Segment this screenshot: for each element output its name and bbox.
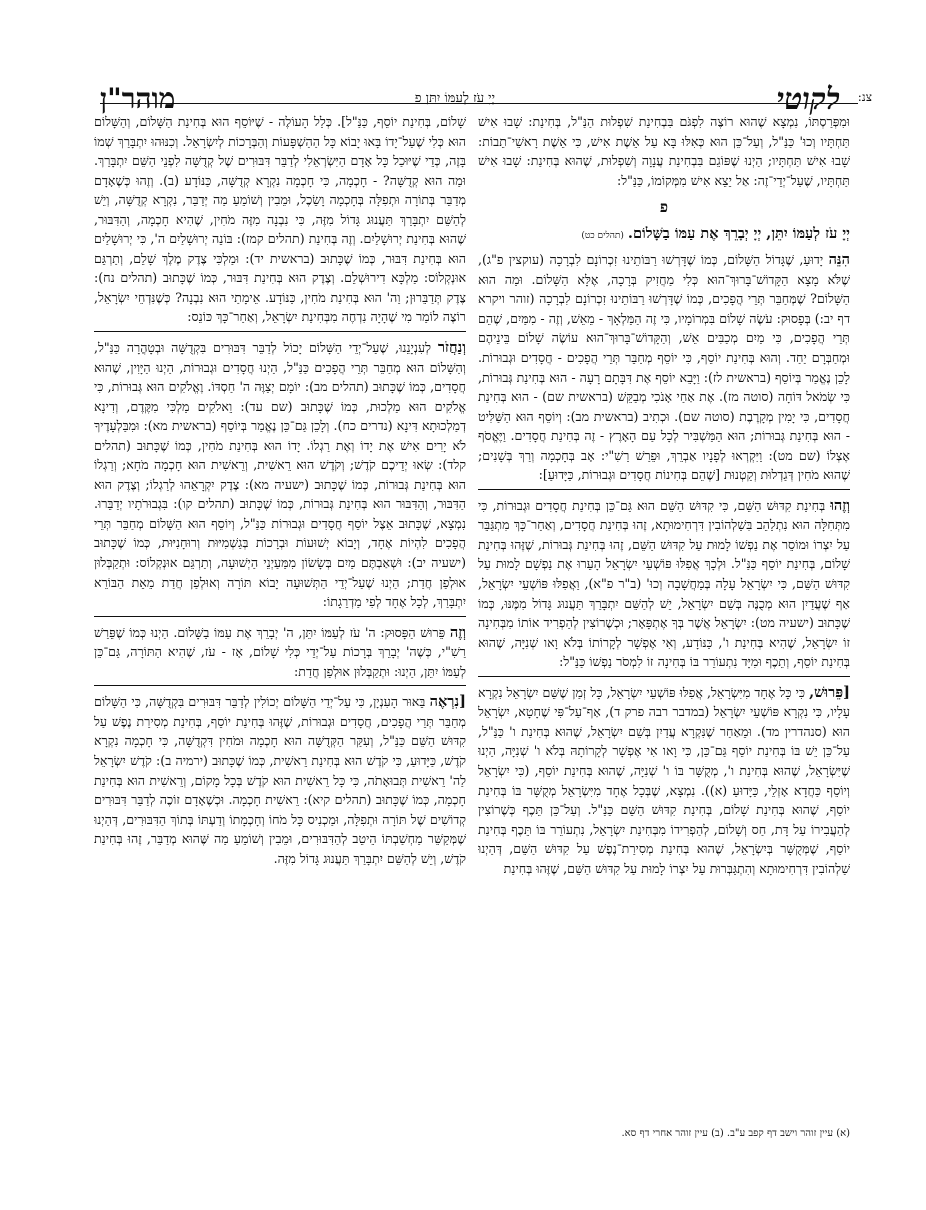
book-title-left: מוהר"ן	[100, 82, 176, 115]
lead-word: [נִרְאֶה	[429, 693, 466, 711]
section-divider	[94, 616, 466, 617]
section-divider	[94, 685, 466, 686]
verse-heading	[478, 224, 850, 247]
paragraph	[94, 692, 466, 868]
verse-reference: (תהלים כט)	[581, 230, 624, 241]
paragraph	[478, 683, 850, 878]
footnote: (א) עיין זוהר וישב דף קפב ע"ב. (ב) עיין זוהר אחרי דף סא.	[621, 1128, 850, 1139]
page-header	[60, 52, 880, 117]
paragraph	[478, 250, 850, 485]
book-title-right: לקוטי	[776, 82, 840, 117]
paragraph	[94, 338, 466, 612]
paragraph: שָׁלוֹם, בְּחִינַת יוֹסֵף, כַּנַּ"ל]. כְּלַל הָעוֹלֶה - שֶׁיּוֹסֵף הוּא בְּחִינַת הַשָּׁלוֹם, וְהַשָּׁלוֹם הוּא כְּלִי שֶׁעַל־יָדוֹ בָּאוּ יָבוֹא כָּל הַהַשְׁפָּעוֹת וְהַבְּרָכוֹת לְיִשְׂרָאֵל. וְכִנּוּהוּ יִתְבָּרַךְ שְׁמוֹ בָּזֶה, כְּדֵי שֶׁיּוּכַל כָּל אָדָם הַיִּשְׂרְאֵלִי לְדַבֵּר דִּבּוּרִים שֶׁל קְדֻשָּׁה לִפְנֵי הַשֵּׁם יִתְבָּרַךְ. וּמַה הוּא קְדֻשָּׁה? - חָכְמָה, כִּי חָכְמָה נִקְרָא קְדֻשָּׁה, כַּנּוֹדָע (ב). וְזֶהוּ כְּשֶׁאָדָם מְדַבֵּר בְּתוֹרָה וּתְפִלָּה בְּחָכְמָה וָשֵׂכֶל, וּמֵבִין וְשׁוֹמֵעַ מַה יְּדַבֵּר, נִקְרָא קְדֻשָּׁה, וְיֵשׁ לְהַשֵּׁם יִתְבָּרַךְ תַּעֲנוּג גָּדוֹל מִזֶּה, כִּי נִבְנָה מִזֶּה מֹחִין, שֶׁהִיא חָכְמָה, וְהַדִּבּוּר, שֶׁהוּא בְּחִינַת יְרוּשָׁלַיִם. וְזֶה בְּחִינַת (תהלים קמז): בּוֹנֵה יְרוּשָׁלַיִם ה', כִּי יְרוּשָׁלַיִם הוּא בְּחִינַת דִּבּוּר, כְּמוֹ שֶׁכָּתוּב (בראשית יד): וּמַלְכִּי צֶדֶק מֶלֶךְ שָׁלֵם, וְתַרְגֵּם אוּנְקְלוֹס: מַלְכָּא דִירוּשְׁלֵם. וְצֶדֶק הוּא בְּחִינַת דִּבּוּר, כְּמוֹ שֶׁכָּתוּב (תהלים נח): צֶדֶק תְּדַבֵּרוּן; וַה' הוּא בְּחִינַת מֹחִין, כַּנּוֹדָע. אֵימָתַי הוּא נִבְנָה? כְּשֶׁנִּדְחֵי יִשְׂרָאֵל, רוֹצֶה לוֹמַר מִי שֶׁהָיָה נִדְחֶה מִבְּחִינַת יִשְׂרָאֵל, וְאַחַר־כָּךְ כּוֹנֵס:	[94, 114, 466, 325]
paragraph-body: בְּחִינַת קִדּוּשׁ הַשֵּׁם, כִּי קִדּוּשׁ הַשֵּׁם הוּא גַּם־כֵּן בְּחִינַת חֲסָדִים וּגְבוּרוֹת, כִּי מִתְּחִלָּה הוּא נִתְלַהֵב בִּשַׁלְהוֹבִין דִּרְחִימוּתָא, זֶהוּ בְּחִינַת חֲסָדִים, וְאַחַר־כָּךְ מִתְגַּבֵּר עַל יִצְרוֹ וּמוֹסֵר אֶת נַפְשׁוֹ לָמוּת עַל קִדּוּשׁ הַשֵּׁם, זֶהוּ בְּחִינַת גְּבוּרוֹת, שֶׁזֶּהוּ בְּחִינַת שָׁלוֹם, בְּחִינַת יוֹסֵף כַּנַּ"ל. וּלְכָךְ אֲפִלּוּ פּוֹשְׁעֵי יִשְׂרָאֵל הָעֵרוּ אֶת נַפְשָׁם לָמוּת עַל קִדּוּשׁ הַשֵּׁם, כִּי יִשְׂרָאֵל עָלָה בְּמַחֲשָׁבָה וְכוּ' (ב"ר פ"א), וַאֲפִלּוּ פּוֹשְׁעֵי יִשְׂרָאֵל, אַף שֶׁעֲדַיִן הוּא מְכֻנֶּה בְּשֵׁם יִשְׂרָאֵל, יֵשׁ לְהַשֵּׁם יִתְבָּרַךְ תַּעֲנוּג גָּדוֹל מִמֶּנּוּ, כְּמוֹ שֶׁכָּתוּב (ישעיה מט): יִשְׂרָאֵל אֲשֶׁר בְּךָ אֶתְפָּאָר; וּכְשֶׁרוֹצִין לְהַפְרִיד אוֹתוֹ מִבְּחִינָה זוֹ יִשְׂרָאֵל, שֶׁהִיא בְּחִינַת ו', כַּנּוֹדָע, וְאִי אֶפְשָׁר לְקָרוֹתוֹ בְּלֹא וָאו שְׁנִיָּה, שֶׁהוּא בְּחִינַת יוֹסֵף, וְתֵכֶף וּמִיָּד נִתְעוֹרֵר בּוֹ בְּחִינָה זוֹ לִמְסֹר נַפְשׁוֹ כַּנַּ"ל:	[478, 497, 850, 670]
section-marker: פ	[659, 198, 669, 217]
right-column	[478, 112, 850, 1152]
paragraph-body: לְעִנְיָנֵנוּ, שֶׁעַל־יְדֵי הַשָּׁלוֹם יָכוֹל לְדַבֵּר דִּבּוּרִים בִּקְדֻשָּׁה וּבְטָהֳרָה כַּנַּ"ל, וְהַשָּׁלוֹם הוּא מְחַבֵּר תְּרֵי הֲפָכִים כַּנַּ"ל, הַיְנוּ חֲסָדִים וּגְבוּרוֹת, הַיְנוּ הַיָּוִין, שֶׁהוּא חֲסָדִים, כְּמוֹ שֶׁכָּתוּב (תהלים מב): יוֹמָם יְצַוֶּה ה' חַסְדּוֹ. וֶאֱלֹקִים הוּא גְּבוּרוֹת, כִּי אֱלֹקִים הוּא מַלְכוּת, כְּמוֹ שֶׁכָּתוּב (שם עד): וֵאלֹקִים מַלְכִּי מִקֶּדֶם, וְדִינָא דְמַלְכוּתָא דִּינָא (נדרים כח). וְלָכֵן גַּם־כֵּן נֶאֱמַר בְּיוֹסֵף (בראשית מא): וּמִבַּלְעָדֶיךָ לֹא יָרִים אִישׁ אֶת יָדוֹ וְאֶת רַגְלוֹ. יָדוֹ הוּא בְּחִינַת מֹחִין, כְּמוֹ שֶׁכָּתוּב (תהלים קלד): שְׂאוּ יְדֵיכֶם קֹדֶשׁ; וְקֹדֶשׁ הוּא רֵאשִׁית, וְרֵאשִׁית הוּא חָכְמָה מֹחָא; וְרַגְלוֹ הוּא בְּחִינַת גְּבוּרוֹת, כְּמוֹ שֶׁכָּתוּב (ישעיה מא): צֶדֶק יִקְרָאֵהוּ לְרַגְלוֹ; וְצֶדֶק הוּא הַדִּבּוּר, וְהַדִּבּוּר הוּא בְּחִינַת גְּבוּרוֹת, כְּמוֹ שֶׁכָּתוּב (תהלים קו): בִּגְבוּרֹתָיו יְדַבֵּרוּ. נִמְצָא, שֶׁכָּתוּב אֵצֶל יוֹסֵף חֲסָדִים וּגְבוּרוֹת כַּנַּ"ל, וְיוֹסֵף הוּא הַשָּׁלוֹם מְחַבֵּר תְּרֵי הֲפָכִים לִהְיוֹת אֶחָד, וְיָבוֹא יְשׁוּעוֹת וּבְרָכוֹת בְּגַשְׁמִיּוּת וְרוּחָנִיּוּת, כְּמוֹ שֶׁכָּתוּב (ישעיה יב): וּשְׁאַבְתֶּם מַיִם בְּשָׂשׂוֹן מִמַּעַיְנֵי הַיְשׁוּעָה, וְתַרְגֵּם אוּנְקְלוֹס: וּתְקַבְּלוּן אוּלְפַן חֲדַת; הַיְנוּ שֶׁעַל־יְדֵי הַתְּשׁוּעָה יָבוֹא תּוֹרָה וְאוּלְפַן חֲדַת מֵאֵת הַבּוֹרֵא יִתְבָּרַךְ, לְכָל אֶחָד לְפִי מַדְרֵגָתוֹ:	[94, 340, 466, 610]
lead-word: הִנֵּה	[828, 251, 850, 269]
page-number: צנ:	[857, 90, 872, 104]
paragraph-body: בֵּאוּר הָעִנְיָן, כִּי עַל־יְדֵי הַשָּׁלוֹם יְכוֹלִין לְדַבֵּר דִּבּוּרִים בִּקְדֻשָּׁה, כִּי הַשָּׁלוֹם מְחַבֵּר תְּרֵי הֲפָכִים, חֲסָדִים וּגְבוּרוֹת, שֶׁזֶּהוּ בְּחִינַת יוֹסֵף, בְּחִינַת מְסִירַת נֶפֶשׁ עַל קִדּוּשׁ הַשֵּׁם כַּנַּ"ל, וְעִקַּר הַקְּדֻשָּׁה הוּא חָכְמָה וּמֹחִין דִּקְדֻשָּׁה, כִּי חָכְמָה נִקְרָא קֹדֶשׁ, כַּיָּדוּעַ, כִּי קֹדֶשׁ הוּא בְּחִינַת רֵאשִׁית, כְּמוֹ שֶׁכָּתוּב (ירמיה ב): קֹדֶשׁ יִשְׂרָאֵל לַה' רֵאשִׁית תְּבוּאָתֹה, כִּי כָּל רֵאשִׁית הוּא קֹדֶשׁ בְּכָל מָקוֹם, וְרֵאשִׁית הוּא בְּחִינַת חָכְמָה, כְּמוֹ שֶׁכָּתוּב (תהלים קיא): רֵאשִׁית חָכְמָה. וּכְשֶׁאָדָם זוֹכֶה לְדַבֵּר דִּבּוּרִים קְדוֹשִׁים שֶׁל תּוֹרָה וּתְפִלָּה, וּמַכְנִיס כָּל מֹחוֹ וְחָכְמָתוֹ וְדַעְתּוֹ בְּתוֹךְ הַדִּבּוּרִים, דְּהַיְנוּ שֶׁמְּקַשֵּׁר מַחְשַׁבְתּוֹ הֵיטֵב לְהַדִּבּוּרִים, וּמֵבִין וְשׁוֹמֵעַ מַה שֶּׁהוּא מְדַבֵּר, זֶהוּ בְּחִינַת קֹדֶשׁ, וְיֵשׁ לְהַשֵּׁם יִתְבָּרַךְ תַּעֲנוּג גָּדוֹל מִזֶּה.	[94, 694, 466, 866]
lead-word: וְנַחֲזֹר	[437, 339, 466, 357]
running-header: יְיָ עֹז לְעַמּוֹ יִתֵּן פ	[414, 91, 495, 106]
section-divider	[94, 331, 466, 332]
lead-word: וְזֶהוּ	[830, 496, 850, 514]
left-column	[94, 112, 466, 1152]
paragraph	[478, 496, 850, 672]
paragraph	[94, 623, 466, 682]
lead-word: וְזֶה	[449, 623, 466, 641]
paragraph: וּמִפְּרַסְתּוֹ, נִמְצָא שֶׁהוּא רוֹצֶה לִפְגֹּם בִּבְחִינַת שִׁפְלוּת הַנַּ"ל, בְּחִינַת: שָׁבוּ אִישׁ תַּחְתָּיו וְכוּ' כַּנַּ"ל, וְעַל־כֵּן הוּא כְּאִלּוּ בָּא עַל אֵשֶׁת אִישׁ, כִּי אֵשֶׁת רָאשֵׁי־תֵבוֹת: שָׁבוּ אִישׁ תַּחְתָּיו; הַיְנוּ שֶׁפּוֹגֵם בִּבְחִינַת עֲנָוָה וְשִׁפְלוּת, שֶׁהוּא בְּחִינַת: שָׁבוּ אִישׁ תַּחְתָּיו, שֶׁעַל־יְדֵי־זֶה: אַל יֵצֵא אִישׁ מִמְּקוֹמוֹ, כַּנַּ"ל:	[478, 114, 850, 188]
paragraph-body: כִּי כָּל אֶחָד מִיִּשְׂרָאֵל, אֲפִלּוּ פּוֹשְׁעֵי יִשְׂרָאֵל, כָּל זְמַן שֶׁשֵּׁם יִשְׂרָאֵל נִקְרָא עָלָיו, כִּי נִקְרָא פּוֹשְׁעֵי יִשְׂרָאֵל (במדבר רבה פרק ד), אַף־עַל־פִּי שֶׁחָטָא, יִשְׂרָאֵל הוּא (סנהדרין מד). וּמֵאַחַר שֶׁנִּקְרָא עֲדַיִן בְּשֵׁם יִשְׂרָאֵל, שֶׁהוּא בְּחִינַת ו' כַּנַּ"ל, עַל־כֵּן יֵשׁ בּוֹ בְּחִינַת יוֹסֵף גַּם־כֵּן, כִּי וָאו אִי אֶפְשָׁר לְקָרוֹתָהּ בְּלֹא ו' שְׁנִיָּה, הַיְנוּ שֶׁיִּשְׂרָאֵל, שֶׁהוּא בְּחִינַת ו', מְקֻשָּׁר בּוֹ ו' שְׁנִיָּה, שֶׁהוּא בְּחִינַת יוֹסֵף, (כִּי יִשְׂרָאֵל וְיוֹסֵף כַּחֲדָא אָזְלֵי, כַּיָּדוּעַ (א)). נִמְצָא, שֶׁבְּכָל אֶחָד מִיִּשְׂרָאֵל מְקֻשָּׁר בּוֹ בְּחִינַת יוֹסֵף, שֶׁהוּא בְּחִינַת שָׁלוֹם, בְּחִינַת קִדּוּשׁ הַשֵּׁם כַּנַּ"ל. וְעַל־כֵּן תֵּכֶף כְּשֶׁרוֹצִין לְהַעֲבִירוֹ עַל דָּת, חַס וְשָׁלוֹם, לְהַפְרִידוֹ מִבְּחִינַת יִשְׂרָאֵל, נִתְעוֹרֵר בּוֹ תֵּכֶף בְּחִינַת יוֹסֵף, שֶׁמְּקֻשָּׁר בְּיִשְׂרָאֵל, שֶׁהוּא בְּחִינַת מְסִירַת־נֶפֶשׁ עַל קִדּוּשׁ הַשֵּׁם, דְּהַיְנוּ שַׁלְהוֹבִין דִּרְחִימוּתָא וְהִתְגַּבְּרוּת עַל יִצְרוֹ לָמוּת עַל קִדּוּשׁ הַשֵּׁם, שֶׁזֶּהוּ בְּחִינַת	[478, 684, 850, 876]
verse-text: יְיָ עֹז לְעַמּוֹ יִתֵּן, יְיָ יְבָרֵךְ אֶת עַמּוֹ בַשָּׁלוֹם.	[627, 224, 850, 242]
header-rule	[100, 103, 858, 104]
section-divider	[478, 676, 850, 677]
section-divider	[478, 489, 850, 490]
paragraph-body: יָדוּעַ, שֶׁגָּדוֹל הַשָּׁלוֹם, כְּמוֹ שֶׁדָּרְשׁוּ רַבּוֹתֵינוּ זִכְרוֹנָם לִבְרָכָה (עוקצין פ"ג), שֶׁלֹּא מָצָא הַקָּדוֹשׁ־בָּרוּךְ־הוּא כְּלִי מַחֲזִיק בְּרָכָה, אֶלָּא הַשָּׁלוֹם. וּמַה הוּא הַשָּׁלוֹם? שֶׁמְּחַבֵּר תְּרֵי הֲפָכִים, כְּמוֹ שֶׁדָּרְשׁוּ רַבּוֹתֵינוּ זִכְרוֹנָם לִבְרָכָה (זוהר ויקרא דף יב:) בְּפָסוּק: עֹשֶׂה שָׁלוֹם בִּמְרוֹמָיו, כִּי זֶה הַמַּלְאָךְ - מֵאֵשׁ, וְזֶה - מִמַּיִם, שֶׁהֵם תְּרֵי הֲפָכִים, כִּי מַיִם מְכַבִּים אֵשׁ, וְהַקָּדוֹשׁ־בָּרוּךְ־הוּא עוֹשֶׂה שָׁלוֹם בֵּינֵיהֶם וּמְחַבְּרָם יַחַד. וְהוּא בְּחִינַת יוֹסֵף, כִּי יוֹסֵף מְחַבֵּר תְּרֵי הֲפָכִים - חֲסָדִים וּגְבוּרוֹת. לָכֵן נֶאֱמַר בְּיוֹסֵף (בראשית לז): וַיָּבֵא יוֹסֵף אֶת דִּבָּתָם רָעָה - הוּא בְּחִינַת גְּבוּרוֹת, כִּי שְׂמֹאל דּוֹחָה (סוטה מז). אֶת אַחַי אָנֹכִי מְבַקֵּשׁ (בראשית שם) - הוּא בְּחִינַת חֲסָדִים, כִּי יָמִין מְקָרֶבֶת (סוטה שם). וּכְתִיב (בראשית מב): וְיוֹסֵף הוּא הַשַּׁלִּיט - הוּא בְּחִינַת גְּבוּרוֹת; הוּא הַמַּשְׁבִּיר לְכָל עַם הָאָרֶץ - זֶה בְּחִינַת חֲסָדִים. וַיֶּאֱסֹף אֶצְלוֹ (שם מט): וַיִּקְרְאוּ לְפָנָיו אַבְרֵךְ, וּפֵרַשׁ רַשִׁ"י: אָב בְּחָכְמָה וְרַךְ בְּשָׁנִים; שֶׁהוּא מֹחִין דְּגַדְלוּת וְקַטְנוּת [שֶׁהֵם בְּחִינוֹת חֲסָדִים וּגְבוּרוֹת, כַּיָּדוּעַ]:	[478, 252, 850, 483]
lead-word: [פֵּרוּשׁ,	[809, 683, 850, 701]
paragraph-body: פֵּרוּשׁ הַפָּסוּק: ה' עֹז לְעַמּוֹ יִתֵּן, ה' יְבָרֵךְ אֶת עַמּוֹ בַשָּׁלוֹם. הַיְנוּ כְּמוֹ שֶׁפֵּרַשׁ רַשִׁ"י, כְּשֶׁה' יְבָרֵךְ בְּרָכוֹת עַל־יְדֵי כְּלִי שָׁלוֹם, אָז - עֹז, שֶׁהִיא הַתּוֹרָה, גַּם־כֵּן לְעַמּוֹ יִתֵּן, הַיְנוּ: וּתְקַבְּלוּן אוּלְפַן חֲדַת:	[94, 624, 466, 679]
